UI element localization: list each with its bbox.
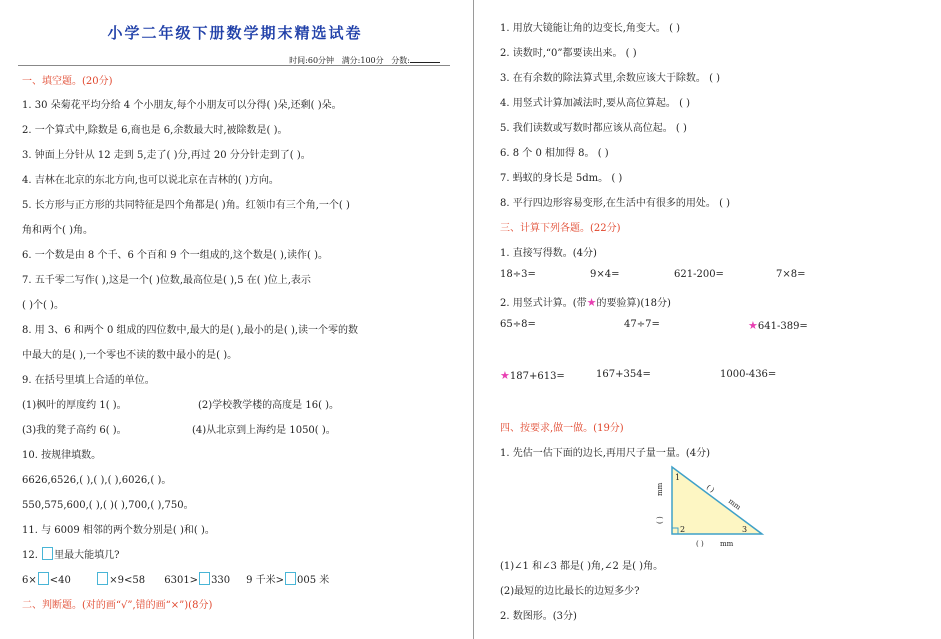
calc-2d: 187+613= xyxy=(509,371,565,382)
question-9-2: (2)学校教学楼的高度是 16( )。 xyxy=(198,400,340,411)
left-side-blank: ( ) xyxy=(656,516,664,524)
practice-1: 1. 先估一估下面的边长,再用尺子量一量。(4分) xyxy=(500,448,711,459)
question-9-3: (3)我的凳子高约 6( )。 xyxy=(22,425,127,436)
question-6: 6. 一个数是由 8 个千、6 个百和 9 个一组成的,这个数是( ),读作( )。 xyxy=(22,250,329,261)
triangle-shape xyxy=(672,467,762,534)
calc-1a: 18÷3= xyxy=(500,269,536,280)
practice-2: 2. 数图形。(3分) xyxy=(500,611,577,622)
answer-box[interactable] xyxy=(42,547,53,560)
judge-1: 1. 用放大镜能让角的边变长,角变大。 ( ) xyxy=(500,23,681,34)
header-rule xyxy=(18,65,450,66)
judge-2: 2. 读数时,“0”都要读出来。 ( ) xyxy=(500,48,637,59)
calc-2c-row xyxy=(748,319,808,332)
right-page xyxy=(478,0,941,639)
vertex-2-label: 2 xyxy=(680,525,686,534)
section-fill-in: 一、填空题。(20分) xyxy=(22,76,113,87)
score-blank[interactable] xyxy=(410,62,440,63)
calc-1b: 9×4= xyxy=(590,269,620,280)
judge-6: 6. 8 个 0 相加得 8。 ( ) xyxy=(500,148,609,159)
judge-7: 7. 蚂蚁的身长是 5dm。 ( ) xyxy=(500,173,623,184)
exam-title: 小学二年级下册数学期末精选试卷 xyxy=(107,24,363,42)
question-10-row2: 550,575,600,( ),( )( ),700,( ),750。 xyxy=(22,500,194,511)
answer-box-b[interactable] xyxy=(97,572,108,585)
calc-1-heading: 1. 直接写得数。(4分) xyxy=(500,248,597,259)
question-8-line2: 中最大的是( ),一个零也不读的数中最小的是( )。 xyxy=(22,350,238,361)
judge-5: 5. 我们读数或写数时都应该从高位起。 ( ) xyxy=(500,123,687,134)
question-7-line1: 7. 五千零二写作( ),这是一个( )位数,最高位是( ),5 在( )位上,表示 xyxy=(22,275,311,286)
practice-1-part-1: (1)∠1 和∠3 都是( )角,∠2 是( )角。 xyxy=(500,561,664,572)
question-11: 11. 与 6009 相邻的两个数分别是( )和( )。 xyxy=(22,525,215,536)
question-12-items xyxy=(22,571,329,586)
judge-8: 8. 平行四边形容易变形,在生活中有很多的用处。 ( ) xyxy=(500,198,731,209)
question-1: 1. 30 朵菊花平均分给 4 个小朋友,每个小朋友可以分得( )朵,还剩( )朵。 xyxy=(22,100,342,111)
hypotenuse-unit: mm xyxy=(726,497,743,512)
calc-2a: 65÷8= xyxy=(500,319,536,330)
q12-item-c-right: 330 xyxy=(211,575,231,586)
section-practice: 四、按要求,做一做。(19分) xyxy=(500,423,624,434)
answer-box-a[interactable] xyxy=(38,572,49,585)
time-label: 时间:60分钟 xyxy=(289,56,335,65)
q12-item-d-left: 9 千米> xyxy=(246,575,284,586)
question-10-row1: 6626,6526,( ),( ),( ),6026,( )。 xyxy=(22,475,172,486)
calc-2f: 1000-436= xyxy=(720,369,777,380)
calc-2e: 167+354= xyxy=(596,369,651,380)
question-2: 2. 一个算式中,除数是 6,商也是 6,余数最大时,被除数是( )。 xyxy=(22,125,288,136)
full-score-label: 满分:100分 xyxy=(341,56,384,65)
page-divider xyxy=(473,0,474,639)
question-5-line1: 5. 长方形与正方形的共同特征是四个角都是( )角。红领巾有三个角,一个( ) xyxy=(22,200,350,211)
question-8-line1: 8. 用 3、6 和两个 0 组成的四位数中,最大的是( ),最小的是( ),读一个零的数 xyxy=(22,325,359,336)
calc-2d-row xyxy=(500,369,565,382)
question-5-line2: 角和两个( )角。 xyxy=(22,225,93,236)
calc-1c: 621-200= xyxy=(674,269,724,280)
star-icon: ★ xyxy=(748,319,758,332)
answer-box-c[interactable] xyxy=(199,572,210,585)
question-7-line2: ( )个( )。 xyxy=(22,300,64,311)
judge-3: 3. 在有余数的除法算式里,余数应该大于除数。 ( ) xyxy=(500,73,721,84)
question-12-text: 里最大能填几? xyxy=(54,550,120,561)
calc-2b: 47÷7= xyxy=(624,319,660,330)
question-9: 9. 在括号里填上合适的单位。 xyxy=(22,375,155,386)
calc-2c: 641-389= xyxy=(757,321,808,332)
q12-item-c-left: 6301> xyxy=(164,575,199,586)
section-true-false: 二、判断题。(对的画“√”,错的画“×”)(8分) xyxy=(22,600,213,611)
section-calculation: 三、计算下列各题。(22分) xyxy=(500,223,621,234)
q12-item-a-right: <40 xyxy=(49,575,71,586)
judge-4: 4. 用竖式计算加减法时,要从高位算起。 ( ) xyxy=(500,98,691,109)
star-icon: ★ xyxy=(586,296,597,309)
vertex-3-label: 3 xyxy=(742,525,748,534)
hypotenuse-blank: ( ) xyxy=(704,483,716,495)
question-3: 3. 钟面上分针从 12 走到 5,走了( )分,再过 20 分分针走到了( )。 xyxy=(22,150,311,161)
question-9-4: (4)从北京到上海约是 1050( )。 xyxy=(192,425,336,436)
star-icon: ★ xyxy=(500,369,510,382)
right-triangle-figure xyxy=(648,462,788,550)
left-side-unit: mm xyxy=(656,482,664,496)
calc-1d: 7×8= xyxy=(776,269,806,280)
practice-1-part-2: (2)最短的边比最长的边短多少? xyxy=(500,586,640,597)
question-9-1: (1)枫叶的厚度约 1( )。 xyxy=(22,400,127,411)
score-label: 分数: xyxy=(391,56,410,65)
question-4: 4. 吉林在北京的东北方向,也可以说北京在吉林的( )方向。 xyxy=(22,175,279,186)
question-12-number: 12. xyxy=(22,550,38,561)
bottom-side-unit: mm xyxy=(720,540,734,548)
calc-2-heading xyxy=(500,294,671,309)
q12-item-d-right: 005 米 xyxy=(296,575,330,586)
q12-item-b-right: ×9<58 xyxy=(109,575,146,586)
answer-box-d[interactable] xyxy=(285,572,296,585)
calc-2-heading-right: 的要验算)(18分) xyxy=(596,298,671,309)
vertex-1-label: 1 xyxy=(675,473,681,482)
left-page xyxy=(0,0,470,639)
question-10: 10. 按规律填数。 xyxy=(22,450,102,461)
bottom-side-blank: ( ) xyxy=(696,540,704,548)
calc-2-heading-left: 2. 用竖式计算。(带 xyxy=(500,298,587,309)
question-12 xyxy=(22,546,119,561)
q12-item-a-left: 6× xyxy=(22,575,37,586)
